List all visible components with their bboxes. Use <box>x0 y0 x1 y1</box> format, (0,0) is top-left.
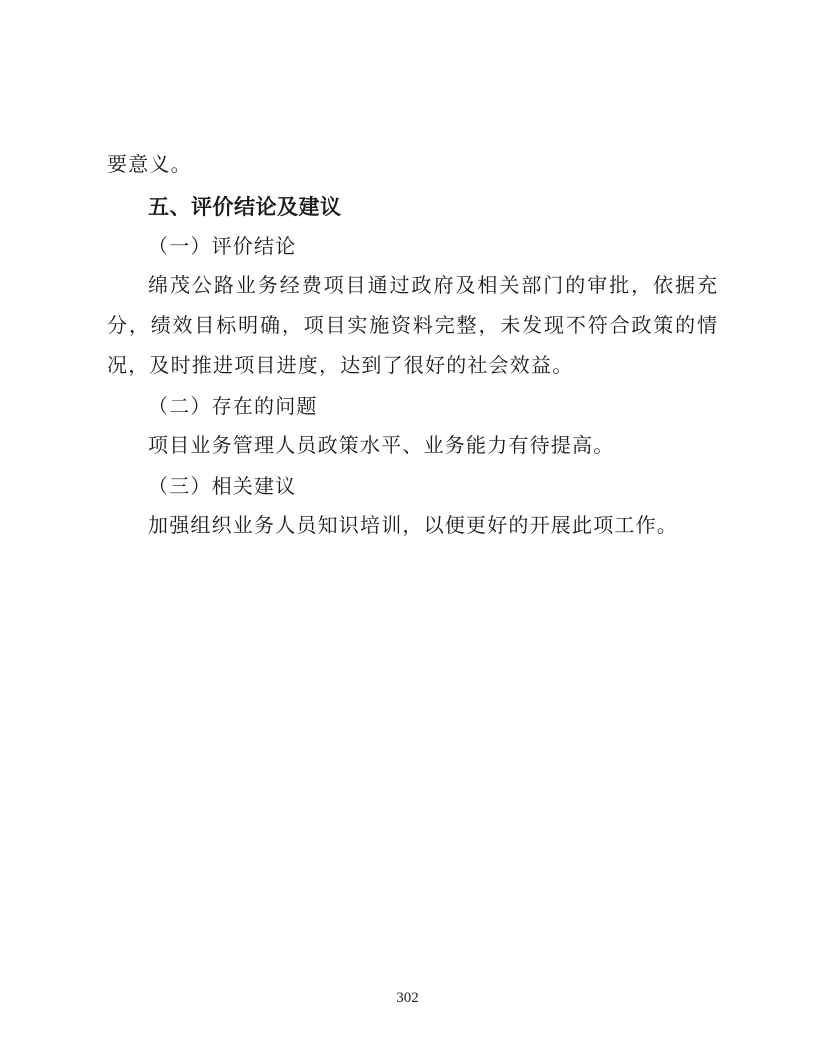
problems-paragraph-line-1: 项目业务管理人员政策水平、业务能力有待提高。 <box>148 433 615 457</box>
suggestions-paragraph-line-1: 加强组织业务人员知识培训，以便更好的开展此项工作。 <box>148 513 678 537</box>
subsection-heading-conclusion: （一）评价结论 <box>148 234 297 258</box>
section-heading: 五、评价结论及建议 <box>148 195 342 219</box>
continuation-text: 要意义。 <box>107 152 192 176</box>
conclusion-paragraph-line-2: 分，绩效目标明确，项目实施资料完整，未发现不符合政策的情 <box>107 313 717 337</box>
conclusion-paragraph-line-3: 况，及时推进项目进度，达到了很好的社会效益。 <box>107 353 574 377</box>
conclusion-paragraph-line-1: 绵茂公路业务经费项目通过政府及相关部门的审批，依据充 <box>148 273 717 297</box>
subsection-heading-problems: （二）存在的问题 <box>148 394 318 418</box>
subsection-heading-suggestions: （三）相关建议 <box>148 474 297 498</box>
page-number: 302 <box>396 990 419 1006</box>
